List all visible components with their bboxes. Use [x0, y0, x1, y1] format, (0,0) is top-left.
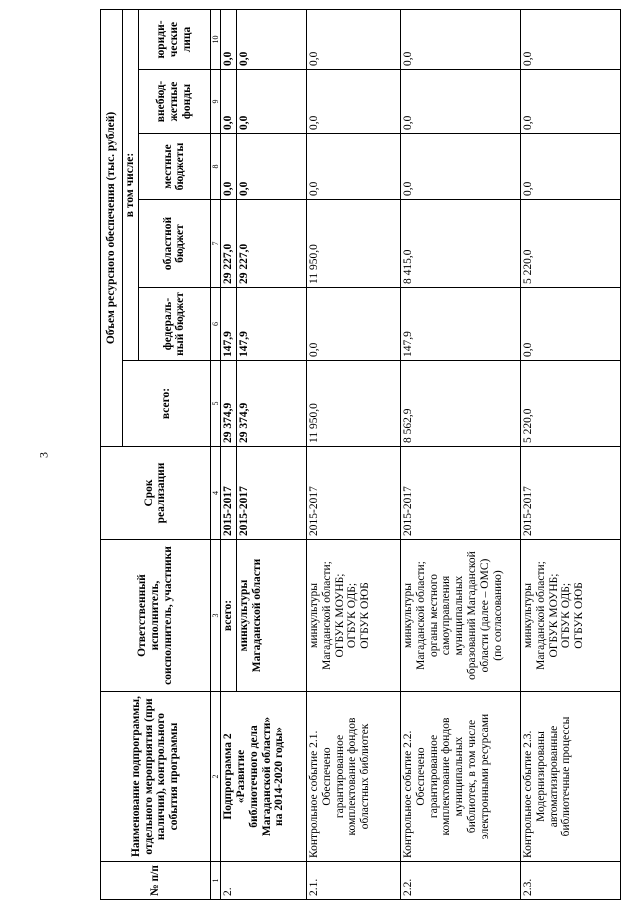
- row-offbudget: 0,0: [520, 70, 620, 134]
- column-number: 9: [210, 70, 220, 134]
- row-resp: [400, 540, 520, 692]
- row-name: [306, 692, 400, 862]
- row-name-subprogram: [220, 692, 306, 862]
- row-period: 2015-2017: [520, 447, 620, 540]
- row-name: [400, 692, 520, 862]
- row-total: 29 374,9: [220, 361, 236, 447]
- row-resp: [306, 540, 400, 692]
- row-federal: 147,9: [220, 288, 236, 361]
- row-federal: 0,0: [520, 288, 620, 361]
- resp-line: Магаданской области: [250, 558, 263, 673]
- row-total: 29 374,9: [236, 361, 306, 447]
- row-resp: [520, 540, 620, 692]
- row-total: 8 562,9: [400, 361, 520, 447]
- name-line: Обеспечено: [414, 747, 427, 806]
- column-number-row: [210, 9, 220, 899]
- name-line: библиотечного дела: [247, 725, 260, 828]
- row-offbudget: 0,0: [306, 70, 400, 134]
- header-responsible: Ответственный исполнитель, соисполнитель, участники: [101, 540, 211, 692]
- resp-line: (по согласованию): [491, 570, 504, 661]
- name-line: библиотек, в том числе: [466, 719, 479, 834]
- resp-line: ОГБУК ОДБ;: [346, 582, 359, 649]
- column-number: 8: [210, 134, 220, 200]
- resp-line: Магаданской области;: [414, 561, 427, 670]
- row-total: 11 950,0: [306, 361, 400, 447]
- name-line: Контрольное событие 2.3.: [521, 730, 534, 858]
- name-line: Обеспечено: [320, 747, 333, 806]
- name-line: гарантированное: [333, 734, 346, 819]
- table-row-event-2-2: [400, 9, 520, 899]
- header-resources: Объем ресурсного обеспечения (тыс. рублей): [101, 9, 123, 446]
- row-legal: 0,0: [306, 9, 400, 69]
- row-offbudget: 0,0: [220, 70, 236, 134]
- name-line: Подпрограмма 2: [221, 733, 234, 820]
- header-offbudget: внебюд-жетные фонды: [138, 70, 210, 134]
- resp-line: ОГБУК ОДБ;: [560, 582, 573, 649]
- name-line: муниципальных: [453, 736, 466, 817]
- row-resp: [236, 540, 306, 692]
- name-line: Контрольное событие 2.2.: [401, 730, 414, 858]
- row-legal: 0,0: [220, 9, 236, 69]
- header-legal: юриди-ческие лица: [138, 9, 210, 69]
- row-num: 2.2.: [400, 862, 520, 900]
- resp-line: ОГБУК МОУНБ;: [547, 573, 560, 658]
- row-federal: 0,0: [306, 288, 400, 361]
- header-total: всего:: [123, 361, 211, 447]
- row-local: 0,0: [400, 134, 520, 200]
- resp-line: Магаданской области;: [534, 561, 547, 670]
- row-regional: 5 220,0: [520, 200, 620, 288]
- resp-line: ОГБУК ОЮБ: [359, 582, 372, 649]
- name-line: Модернизированы: [534, 731, 547, 822]
- row-local: 0,0: [236, 134, 306, 200]
- row-federal: 147,9: [236, 288, 306, 361]
- column-number: 5: [210, 361, 220, 447]
- table-row-subprogram-total: [220, 9, 236, 899]
- name-line: библиотечные процессы: [560, 716, 573, 837]
- name-line: автоматизированные: [547, 725, 560, 828]
- row-period: 2015-2017: [306, 447, 400, 540]
- row-period: 2015-2017: [236, 447, 306, 540]
- column-number: 4: [210, 447, 220, 540]
- row-legal: 0,0: [236, 9, 306, 69]
- row-local: 0,0: [306, 134, 400, 200]
- rotated-table-container: [100, 10, 640, 900]
- row-regional: 29 227,0: [236, 200, 306, 288]
- column-number: 3: [210, 540, 220, 692]
- header-num: № п/п: [101, 862, 211, 900]
- resp-line: органы местного: [427, 574, 440, 657]
- row-num: 2.3.: [520, 862, 620, 900]
- name-line: на 2014-2020 годы»: [273, 727, 286, 826]
- name-line: комплектование фондов: [346, 717, 359, 836]
- column-number: 1: [210, 862, 220, 900]
- column-number: 10: [210, 9, 220, 69]
- row-offbudget: 0,0: [400, 70, 520, 134]
- name-line: гарантированное: [427, 734, 440, 819]
- row-offbudget: 0,0: [236, 70, 306, 134]
- row-regional: 8 415,0: [400, 200, 520, 288]
- header-regional: областной бюджет: [138, 200, 210, 288]
- resp-line: области (далее – ОМС): [479, 558, 491, 673]
- resp-line: образований Магаданской: [466, 551, 479, 680]
- column-number: 7: [210, 200, 220, 288]
- name-line: электронными ресурсами: [479, 713, 491, 840]
- row-local: 0,0: [520, 134, 620, 200]
- row-num: 2.1.: [306, 862, 400, 900]
- resp-line: самоуправления: [440, 575, 453, 656]
- header-period: Срок реализации: [101, 447, 211, 540]
- table-row-event-2-1: [306, 9, 400, 899]
- resp-line: ОГБУК МОУНБ;: [333, 573, 346, 658]
- row-num: 2.: [220, 862, 306, 900]
- resp-line: ОГБУК ОЮБ: [573, 582, 586, 649]
- row-regional: 11 950,0: [306, 200, 400, 288]
- row-federal: 147,9: [400, 288, 520, 361]
- name-line: областных библиотек: [359, 723, 372, 830]
- resource-table: [100, 9, 621, 900]
- header-including: в том числе:: [123, 9, 139, 360]
- row-name: [520, 692, 620, 862]
- header-name: Наименование подпрограммы, отдельного мероприятия (при наличии), контрольного события программы: [101, 692, 211, 862]
- row-legal: 0,0: [400, 9, 520, 69]
- page-number: 3: [36, 452, 51, 458]
- resp-line: минкультуры: [237, 579, 250, 652]
- name-line: комплектование фондов: [440, 717, 453, 836]
- row-resp-total: всего:: [220, 540, 236, 692]
- row-period: 2015-2017: [220, 447, 236, 540]
- column-number: 6: [210, 288, 220, 361]
- name-line: «Развитие: [234, 749, 247, 804]
- name-line: Магаданской области»: [260, 716, 273, 837]
- resp-line: Магаданской области;: [320, 561, 333, 670]
- resp-line: муниципальных: [453, 575, 466, 656]
- row-regional: 29 227,0: [220, 200, 236, 288]
- row-legal: 0,0: [520, 9, 620, 69]
- name-line: Контрольное событие 2.1.: [307, 730, 320, 858]
- table-row-event-2-3: [520, 9, 620, 899]
- column-number: 2: [210, 692, 220, 862]
- row-total: 5 220,0: [520, 361, 620, 447]
- resp-line: минкультуры: [521, 583, 534, 648]
- header-federal: федераль-ный бюджет: [138, 288, 210, 361]
- header-local: местные бюджеты: [138, 134, 210, 200]
- row-period: 2015-2017: [400, 447, 520, 540]
- row-local: 0,0: [220, 134, 236, 200]
- resp-line: минкультуры: [307, 583, 320, 648]
- resp-line: минкультуры: [401, 583, 414, 648]
